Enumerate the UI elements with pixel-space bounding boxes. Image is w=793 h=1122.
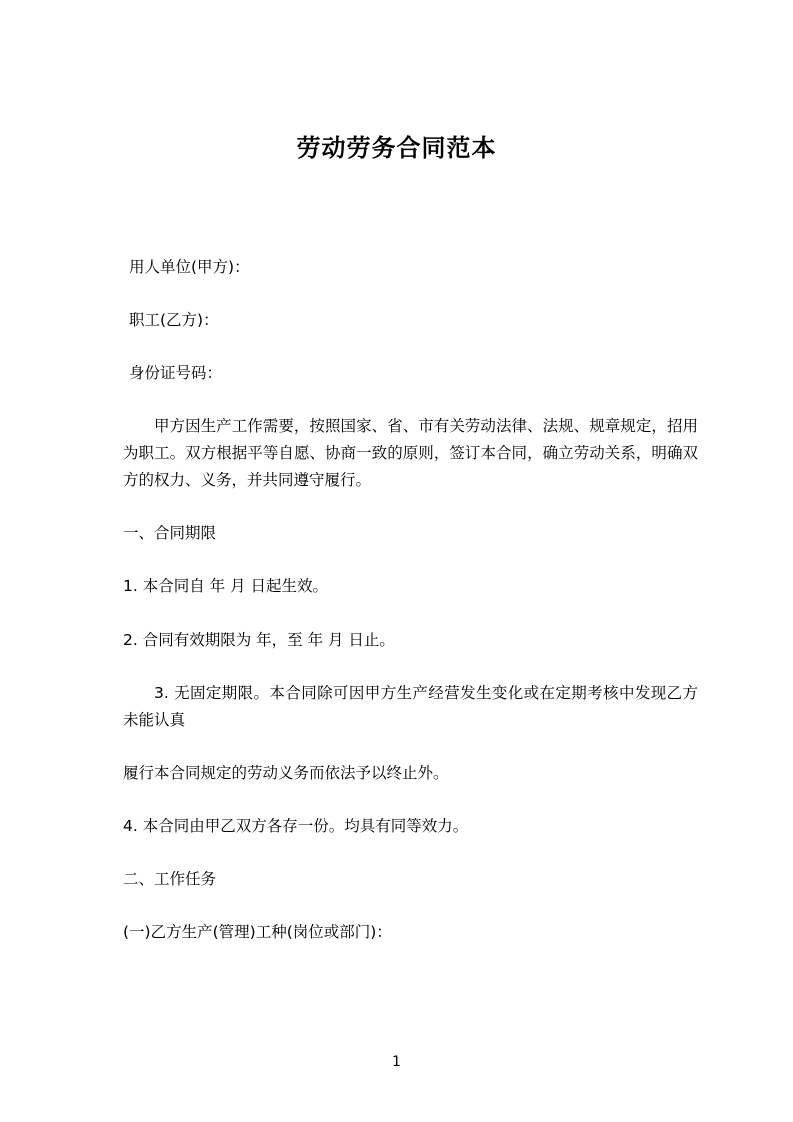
- clause-2-1: (一)乙方生产(管理)工种(岗位或部门)：: [123, 923, 392, 942]
- clause-1-1: 1. 本合同自 年 月 日起生效。: [123, 577, 328, 596]
- clause-1-2: 2. 合同有效期限为 年，至 年 月 日止。: [123, 630, 395, 649]
- paragraph-party-b: 职工(乙方)：: [129, 310, 219, 329]
- paragraph-party-a: 用人单位(甲方)：: [129, 257, 250, 276]
- page-title: 劳动劳务合同范本: [296, 134, 497, 162]
- page-number: 1: [392, 1054, 401, 1070]
- section-heading-contract-term: 一、合同期限: [123, 524, 217, 543]
- title-spacer: [95, 166, 698, 254]
- paragraph-preamble: 甲方因生产工作需要，按照国家、省、市有关劳动法律、法规、规章规定，招用为职工。双方根据平等自愿、协商一致的原则，签订本合同，确立劳动关系，明确双方的权力、义务，并共同遵守履行。: [123, 416, 698, 490]
- clause-1-3-continued: 履行本合同规定的劳动义务而依法予以终止外。: [123, 763, 449, 782]
- clause-1-3: 3. 无固定期限。本合同除可因甲方生产经营发生变化或在定期考核中发现乙方未能认真: [123, 683, 698, 729]
- clause-1-4: 4. 本合同由甲乙双方各存一份。均具有同等效力。: [123, 817, 469, 836]
- section-heading-work-duties: 二、工作任务: [123, 870, 217, 889]
- paragraph-id-number: 身份证号码：: [129, 363, 223, 382]
